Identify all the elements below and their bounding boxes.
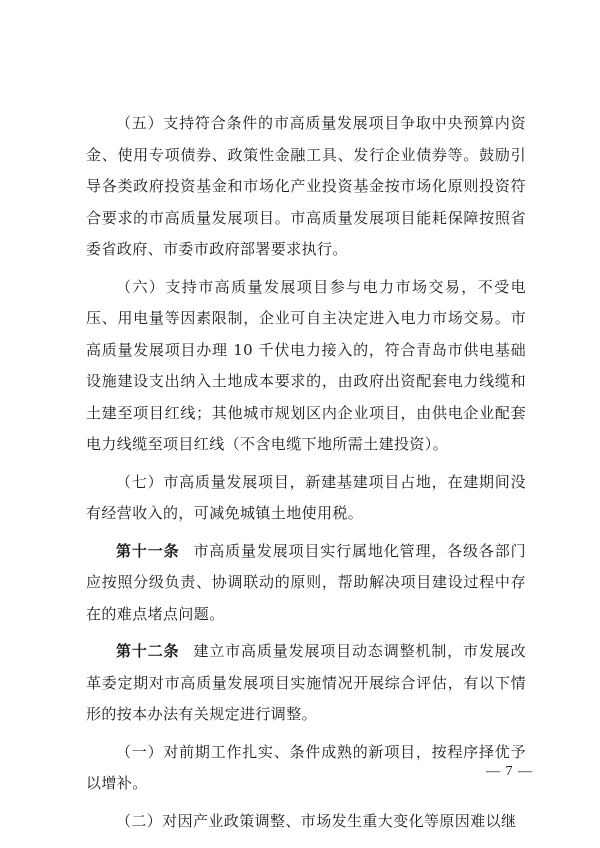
article-number: 第十二条 bbox=[116, 642, 180, 660]
paragraph-item-2 bbox=[86, 806, 526, 838]
paragraph-text: （五）支持符合条件的市高质量发展项目争取中央预算内资金、使用专项债券、政策性金融工具、发行企业债券等。鼓励引导各类政府投资基金和市场化产业投资基金按市场化原则投资符合要求的市高质量发展项目。市高质量发展项目能耗保障按照省委省政府、市委市政府部署要求执行。 bbox=[86, 114, 526, 258]
paragraph-item-1 bbox=[86, 737, 526, 800]
paragraph-text: （七）市高质量发展项目，新建基建项目占地，在建期间没有经营收入的，可减免城镇土地使用税。 bbox=[86, 472, 526, 522]
article-11 bbox=[86, 536, 526, 631]
body-text bbox=[86, 108, 526, 843]
article-number: 第十一条 bbox=[116, 541, 180, 560]
article-12 bbox=[86, 636, 526, 731]
article-text: 建立市高质量发展项目动态调整机制，市发展改革委定期对市高质量发展项目实施情况开展综合评估，有以下情形的按本办法有关规定进行调整。 bbox=[86, 642, 526, 723]
article-text: 市高质量发展项目实行属地化管理，各级各部门应按照分级负责、协调联动的原则，帮助解决项目建设过程中存在的难点堵点问题。 bbox=[86, 541, 526, 623]
page-number: — 7 — bbox=[486, 764, 533, 779]
paragraph-text: （二）对因产业政策调整、市场发生重大变化等原因难以继 bbox=[116, 811, 517, 830]
paragraph-text: （六）支持市高质量发展项目参与电力市场交易，不受电压、用电量等因素限制，企业可自主决定进入电力市场交易。市高质量发展项目办理 10 千伏电力接入的，符合青岛市供电基础设施建设支出纳入土地成本要求的，由政府出资配套电力线缆和土建至项目红线；其他城市规划区内企业项目，由供电企业配套电力线缆至项目红线（不含电缆下地所需土建投资）。 bbox=[86, 277, 526, 453]
paragraph-item-7 bbox=[86, 467, 526, 530]
paragraph-item-6 bbox=[86, 272, 526, 461]
paragraph-item-5 bbox=[86, 108, 526, 266]
paragraph-text: （一）对前期工作扎实、条件成熟的新项目，按程序择优予以增补。 bbox=[86, 742, 526, 792]
